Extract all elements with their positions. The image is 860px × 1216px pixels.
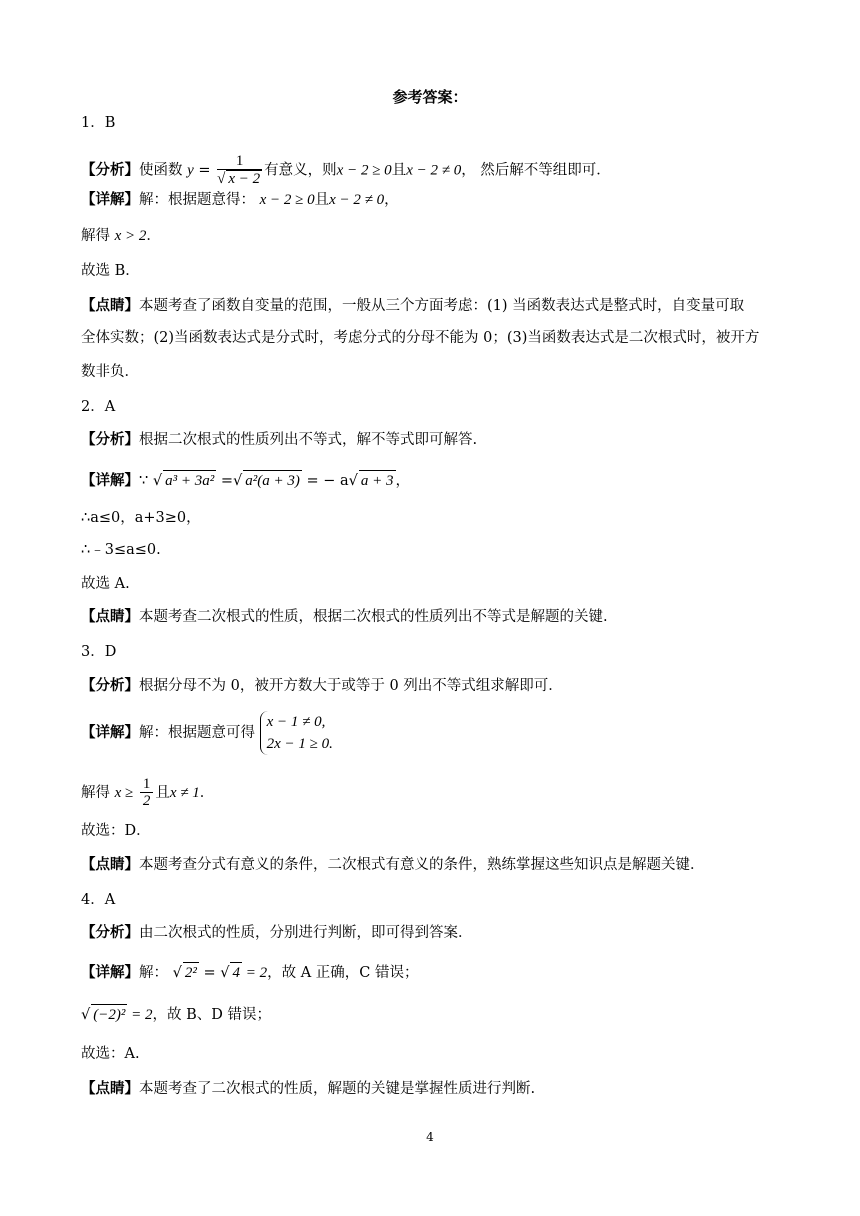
q1-detail	[81, 190, 399, 210]
comment-text: 本题考查分式有意义的条件，二次根式有意义的条件，熟练掌握这些知识点是解题关键．	[139, 857, 705, 873]
equals-sign: =	[220, 473, 233, 489]
page-title: 参考答案：	[392, 88, 468, 106]
analysis-tag: 【分析】	[81, 161, 139, 179]
condition-expr: x − 2 ≠ 0	[406, 162, 462, 179]
q3-choose: 故选：D．	[81, 823, 151, 839]
comment-tag: 【点睛】	[81, 297, 139, 314]
q4-choose: 故选：A.	[81, 1046, 140, 1062]
q1-analysis: 【分析】使函数 y = $\frac{1}{√ x - 2}$ 有意义，则x − 2 ≥ 0且x − 2 ≠ 0， 然后解不等组即可．	[81, 153, 611, 187]
answer-3: 3．D	[81, 644, 117, 660]
detail-text: = − a	[306, 473, 349, 489]
q1-comment-1	[81, 296, 744, 316]
q2-choose: 故选 A.	[81, 576, 130, 592]
q1-comment-3: 数非负．	[81, 364, 139, 380]
because-symbol: ∵	[139, 473, 149, 489]
detail-tag: 【详解】	[81, 724, 139, 741]
solution-expr: x ≠ 1	[169, 785, 200, 801]
comment-text: 本题考查二次根式的性质，根据二次根式的性质列出不等式是解题的关键.	[139, 609, 608, 625]
system-line: x − 1 ≠ 0,	[266, 714, 326, 730]
q3-detail	[81, 711, 333, 755]
comment-tag: 【点睛】	[81, 608, 139, 625]
equals-sign: =	[198, 965, 221, 981]
solution-expr: x > 2	[114, 228, 147, 244]
analysis-text: 有意义，则	[264, 162, 337, 179]
answer-1: 1．B	[81, 115, 116, 131]
q2-therefore-2: ∴﹣3≤a≤0.	[81, 542, 161, 558]
fraction-numerator: 1	[217, 153, 262, 170]
comment-tag: 【点睛】	[81, 1080, 139, 1097]
detail-text: 且	[314, 192, 330, 208]
detail-text: = 2	[127, 1007, 153, 1023]
q4-comment	[81, 1079, 535, 1099]
comment-text: 本题考查了函数自变量的范围，一般从三个方面考虑：(1) 当函数表达式是整式时，自变量可取	[139, 298, 745, 314]
analysis-tag: 【分析】	[81, 924, 139, 941]
analysis-text: 使函数	[139, 162, 183, 179]
q4-analysis	[81, 923, 473, 943]
fraction-denominator: x − 2	[228, 171, 261, 187]
solution-text: 解得	[81, 785, 110, 801]
q3-analysis	[81, 676, 563, 696]
radical-expr: a²(a + 3)	[243, 470, 302, 491]
condition-expr: x − 2 ≠ 0	[329, 192, 385, 208]
analysis-tag: 【分析】	[81, 677, 139, 694]
function-var: y	[187, 162, 194, 179]
analysis-text: ， 然后解不等组即可．	[461, 162, 611, 179]
page-number: 4	[426, 1130, 434, 1144]
solution-expr: x ≥	[114, 785, 134, 801]
q2-detail: 【详解】∵ √ a³ + 3a² =√ a²(a + 3) = − a√ a + 3 ，	[81, 472, 410, 489]
detail-text: 解：根据题意可得	[139, 725, 255, 741]
answer-2: 2．A	[81, 399, 116, 415]
detail-text: ，故 B、D 错误；	[152, 1007, 271, 1023]
q1-solution	[81, 226, 161, 246]
q2-therefore-1: ∴a≤0，a+3≥0，	[81, 510, 201, 526]
q2-analysis	[81, 430, 477, 450]
function-fraction: $\frac{1}{√ x - 2}$	[217, 153, 261, 187]
solution-text: ．	[199, 785, 215, 801]
radical-expr: (−2)²	[91, 1004, 127, 1025]
q3-solution	[81, 776, 214, 810]
condition-expr: x − 2 ≥ 0	[259, 192, 315, 208]
fraction-numerator: 1	[140, 776, 154, 793]
q4-detail-2: √ (−2)² = 2，故 B、D 错误；	[81, 1004, 271, 1025]
q1-choose: 故选 B．	[81, 263, 140, 279]
detail-text: ，	[395, 473, 410, 489]
detail-text: ，	[384, 192, 399, 208]
analysis-text: 根据分母不为 0，被开方数大于或等于 0 列出不等式组求解即可．	[139, 678, 563, 694]
inequality-system	[260, 711, 333, 755]
half-fraction	[140, 776, 154, 810]
q3-comment	[81, 855, 705, 875]
system-line: 2x − 1 ≥ 0.	[266, 736, 333, 752]
analysis-text: 且	[391, 162, 407, 179]
solution-text: 且	[155, 785, 170, 801]
detail-tag: 【详解】	[81, 964, 139, 981]
analysis-text: 根据二次根式的性质列出不等式，解不等式即可解答.	[139, 432, 478, 448]
detail-text: 解：根据题意得：	[139, 192, 255, 208]
detail-text: = 2	[241, 965, 268, 981]
answer-4: 4．A	[81, 892, 116, 908]
comment-text: 本题考查了二次根式的性质，解题的关键是掌握性质进行判断.	[139, 1081, 536, 1097]
radical-expr: a + 3	[359, 470, 396, 491]
radical-expr: a³ + 3a²	[163, 470, 216, 491]
comment-tag: 【点睛】	[81, 856, 139, 873]
detail-tag: 【详解】	[81, 191, 139, 208]
detail-text: ，故 A 正确，C 错误；	[267, 965, 419, 981]
detail-text: 解：	[139, 965, 168, 981]
solution-text: 解得	[81, 228, 110, 244]
solution-text: ．	[146, 228, 161, 244]
q1-comment-2: 全体实数；(2)当函数表达式是分式时，考虑分式的分母不能为 0；(3)当函数表达式是二次根式时，被开方	[81, 330, 760, 346]
q2-comment	[81, 607, 608, 627]
fraction-denominator: 2	[142, 793, 151, 809]
condition-expr: x − 2 ≥ 0	[336, 162, 392, 179]
analysis-text: 由二次根式的性质，分别进行判断，即可得到答案．	[139, 925, 473, 941]
q4-detail: 【详解】解： √ 2² = √ 4 = 2，故 A 正确，C 错误；	[81, 964, 419, 981]
radical-expr: 2²	[183, 962, 199, 983]
detail-tag: 【详解】	[81, 472, 139, 489]
radical-expr: 4	[230, 962, 242, 983]
analysis-tag: 【分析】	[81, 431, 139, 448]
